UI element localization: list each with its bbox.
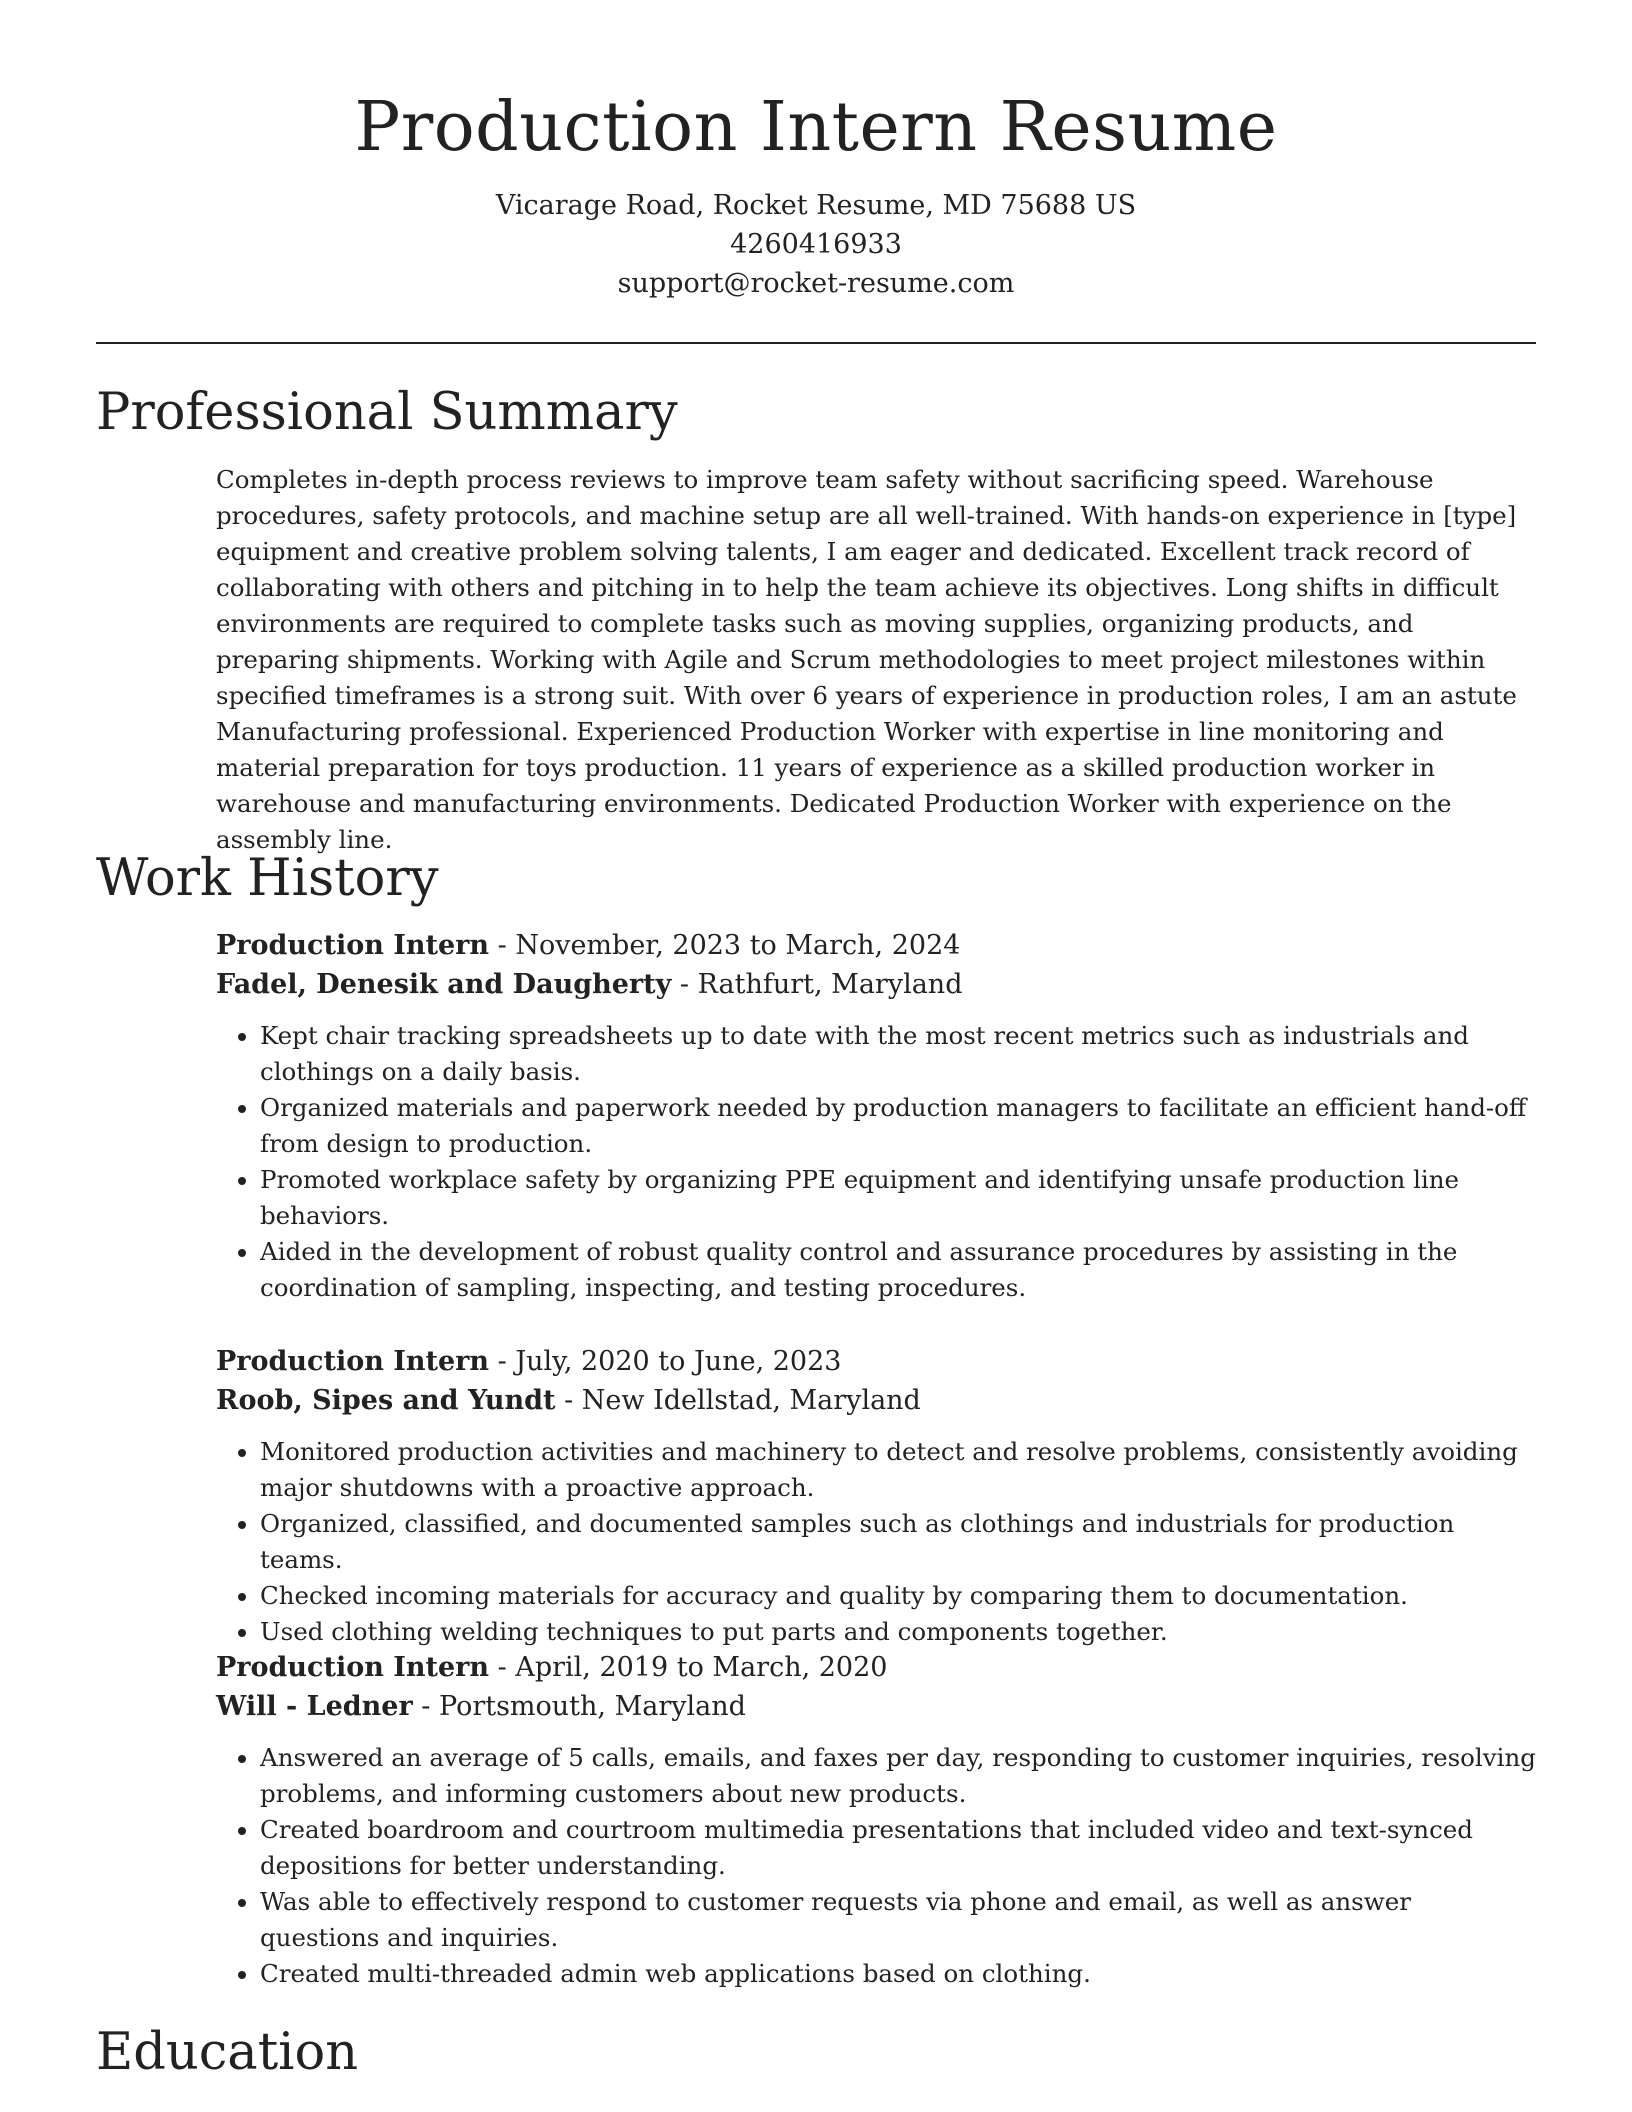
- job-bullet: • Created multi-threaded admin web applications based on clothing.: [260, 1956, 1536, 1992]
- contact-address: Vicarage Road, Rocket Resume, MD 75688 US: [495, 190, 1137, 221]
- job-role: Production Intern: [216, 1652, 490, 1683]
- job-company-line: [216, 965, 1536, 1004]
- job-company-line: [216, 1687, 1536, 1726]
- job-location: - Rathfurt, Maryland: [671, 969, 963, 1000]
- job-entry: [216, 1342, 1536, 1650]
- job-bullet: • Promoted workplace safety by organizing PPE equipment and identifying unsafe production line behaviors.: [260, 1162, 1536, 1234]
- education-heading: Education: [96, 2023, 359, 2082]
- summary-heading: Professional Summary: [96, 383, 678, 442]
- job-bullets: [216, 1740, 1536, 1992]
- job-bullet: • Aided in the development of robust quality control and assurance procedures by assisting in the coordination of sampling, inspecting, and testing procedures.: [260, 1234, 1536, 1306]
- contact-block: [0, 186, 1632, 303]
- job-bullet: • Organized, classified, and documented samples such as clothings and industrials for production teams.: [260, 1506, 1536, 1578]
- job-bullet: • Monitored production activities and machinery to detect and resolve problems, consistently avoiding major shutdowns with a proactive approach.: [260, 1434, 1536, 1506]
- resume-header: [0, 80, 1632, 303]
- job-bullet: • Checked incoming materials for accuracy and quality by comparing them to documentation.: [260, 1578, 1536, 1614]
- job-location: - New Idellstad, Maryland: [555, 1385, 921, 1416]
- job-company: Will - Ledner: [216, 1691, 413, 1722]
- work-history-heading: Work History: [96, 849, 439, 908]
- contact-phone: 4260416933: [730, 229, 902, 260]
- header-divider: [96, 342, 1536, 344]
- job-company: Fadel, Denesik and Daugherty: [216, 969, 672, 1000]
- summary-text: Completes in-depth process reviews to improve team safety without sacrificing speed. Warehouse procedures, safety protocols, and machine setup are all well-trained. With hands-on experience in [type] equipment and creative problem solving talents, I am eager and dedicated. Excellent track record of collaborating with others and pitching in to help the team achieve its objectives. Long shifts in difficult environments are required to complete tasks such as moving supplies, organizing products, and preparing shipments. Working with Agile and Scrum methodologies to meet project milestones within specified timeframes is a strong suit. With over 6 years of experience in production roles, I am an astute Manufacturing professional. Experienced Production Worker with expertise in line monitoring and material preparation for toys production. 11 years of experience as a skilled production worker in warehouse and manufacturing environments. Dedicated Production Worker with experience on the assembly line.: [216, 465, 1517, 854]
- job-entry: [216, 1648, 1536, 1992]
- contact-email: support@rocket-resume.com: [617, 268, 1015, 299]
- job-bullet: • Created boardroom and courtroom multimedia presentations that included video and text-synced depositions for better understanding.: [260, 1812, 1536, 1884]
- job-entry: [216, 926, 1536, 1306]
- job-bullets: [216, 1018, 1536, 1306]
- job-dates: - July, 2020 to June, 2023: [489, 1346, 842, 1377]
- job-bullets: [216, 1434, 1536, 1650]
- job-dates: - November, 2023 to March, 2024: [489, 930, 961, 961]
- job-title-line: [216, 1648, 1536, 1687]
- job-title-line: [216, 926, 1536, 965]
- job-company: Roob, Sipes and Yundt: [216, 1385, 556, 1416]
- job-bullet: • Used clothing welding techniques to put parts and components together.: [260, 1614, 1536, 1650]
- job-location: - Portsmouth, Maryland: [412, 1691, 746, 1722]
- resume-title: Production Intern Resume: [354, 88, 1278, 167]
- job-bullet: • Was able to effectively respond to customer requests via phone and email, as well as answer questions and inquiries.: [260, 1884, 1536, 1956]
- job-bullet: • Answered an average of 5 calls, emails, and faxes per day, responding to customer inquiries, resolving problems, and informing customers about new products.: [260, 1740, 1536, 1812]
- job-bullet: • Organized materials and paperwork needed by production managers to facilitate an efficient hand-off from design to production.: [260, 1090, 1536, 1162]
- job-dates: - April, 2019 to March, 2020: [489, 1652, 888, 1683]
- job-role: Production Intern: [216, 1346, 490, 1377]
- job-role: Production Intern: [216, 930, 490, 961]
- job-bullet: • Kept chair tracking spreadsheets up to date with the most recent metrics such as industrials and clothings on a daily basis.: [260, 1018, 1536, 1090]
- job-title-line: [216, 1342, 1536, 1381]
- job-company-line: [216, 1381, 1536, 1420]
